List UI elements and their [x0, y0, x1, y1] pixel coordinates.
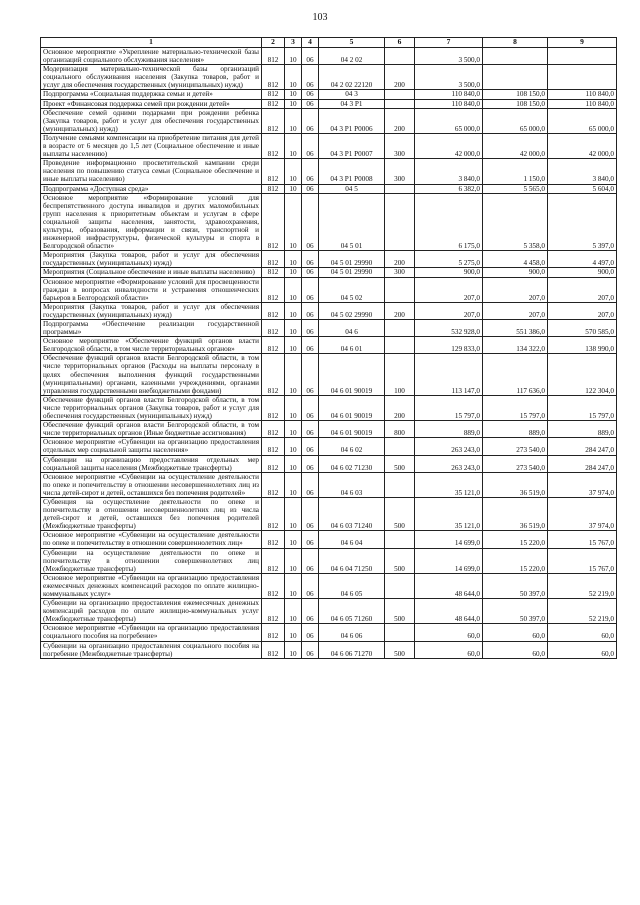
row-amount-2: 207,0 [483, 302, 548, 319]
row-amount-3: 110 840,0 [548, 99, 617, 108]
row-amount-1: 113 147,0 [415, 354, 483, 395]
row-amount-3: 37 974,0 [548, 497, 617, 530]
row-subsection: 06 [302, 302, 319, 319]
row-subsection: 06 [302, 251, 319, 268]
row-subsection: 06 [302, 159, 319, 184]
row-name: Подпрограмма «Обеспечение реализации государственной программы» [41, 320, 262, 337]
row-amount-1: 110 840,0 [415, 90, 483, 99]
row-ministry-code: 812 [262, 108, 285, 133]
row-amount-1: 3 500,0 [415, 65, 483, 90]
row-amount-3: 570 585,0 [548, 320, 617, 337]
row-expense-type: 500 [385, 455, 415, 472]
row-name: Основное мероприятие «Субвенции на осуществление деятельности по опеке и попечительству в отношении несовершеннолетних лиц из числа детей-сирот и детей, оставшихся без попечения родителей» [41, 472, 262, 497]
row-subsection: 06 [302, 641, 319, 658]
row-subsection: 06 [302, 99, 319, 108]
row-subsection: 06 [302, 277, 319, 302]
row-amount-3: 60,0 [548, 641, 617, 658]
row-name: Мероприятия (Закупка товаров, работ и услуг для обеспечения государственных (муниципальных) нужд) [41, 302, 262, 319]
row-expense-type [385, 90, 415, 99]
row-amount-2: 65 000,0 [483, 108, 548, 133]
row-name: Проект «Финансовая поддержка семей при рождении детей» [41, 99, 262, 108]
row-expense-type: 200 [385, 108, 415, 133]
row-ministry-code: 812 [262, 421, 285, 438]
row-target-article: 04 6 01 90019 [319, 421, 385, 438]
row-expense-type [385, 277, 415, 302]
table-row [41, 193, 617, 251]
row-expense-type: 500 [385, 497, 415, 530]
row-expense-type: 800 [385, 421, 415, 438]
row-amount-1: 900,0 [415, 268, 483, 277]
table-row [41, 90, 617, 99]
row-subsection: 06 [302, 455, 319, 472]
row-amount-1: 263 243,0 [415, 438, 483, 455]
row-ministry-code: 812 [262, 354, 285, 395]
row-ministry-code: 812 [262, 531, 285, 548]
row-ministry-code: 812 [262, 455, 285, 472]
row-name: Основное мероприятие «Субвенции на осуществление деятельности по опеке и попечительству в отношении совершеннолетних лиц» [41, 531, 262, 548]
row-target-article: 04 5 01 29990 [319, 268, 385, 277]
row-amount-3: 138 990,0 [548, 337, 617, 354]
row-ministry-code: 812 [262, 251, 285, 268]
row-ministry-code: 812 [262, 472, 285, 497]
row-amount-3: 15 767,0 [548, 548, 617, 573]
row-target-article: 04 6 03 [319, 472, 385, 497]
table-row [41, 354, 617, 395]
table-row [41, 497, 617, 530]
row-target-article: 04 3 P1 P0006 [319, 108, 385, 133]
table-row [41, 251, 617, 268]
row-amount-2: 50 397,0 [483, 573, 548, 598]
row-section: 10 [285, 48, 302, 65]
row-section: 10 [285, 99, 302, 108]
row-name: Проведение информационно просветительской кампании среди населения по повышению статуса семьи (Социальное обеспечение и иные выплаты населению) [41, 159, 262, 184]
col-header-2: 2 [262, 38, 285, 48]
header-row [41, 38, 617, 48]
row-amount-3: 110 840,0 [548, 90, 617, 99]
table-header [41, 38, 617, 48]
table-row [41, 159, 617, 184]
row-section: 10 [285, 90, 302, 99]
row-amount-3: 5 397,0 [548, 193, 617, 251]
row-amount-1: 129 833,0 [415, 337, 483, 354]
row-expense-type [385, 531, 415, 548]
row-expense-type [385, 337, 415, 354]
col-header-4: 4 [302, 38, 319, 48]
row-amount-1: 65 000,0 [415, 108, 483, 133]
row-amount-1: 3 500,0 [415, 48, 483, 65]
row-section: 10 [285, 159, 302, 184]
row-amount-1: 889,0 [415, 421, 483, 438]
row-expense-type: 200 [385, 302, 415, 319]
col-header-8: 8 [483, 38, 548, 48]
row-amount-1: 532 928,0 [415, 320, 483, 337]
row-section: 10 [285, 277, 302, 302]
row-ministry-code: 812 [262, 193, 285, 251]
row-ministry-code: 812 [262, 65, 285, 90]
row-amount-3: 60,0 [548, 624, 617, 641]
row-amount-2: 5 358,0 [483, 193, 548, 251]
row-amount-1: 6 175,0 [415, 193, 483, 251]
row-expense-type [385, 472, 415, 497]
row-target-article: 04 6 02 71230 [319, 455, 385, 472]
row-name: Основное мероприятие «Укрепление материально-технической базы организаций социального обслуживания населения» [41, 48, 262, 65]
row-section: 10 [285, 395, 302, 420]
row-amount-2: 50 397,0 [483, 599, 548, 624]
row-subsection: 06 [302, 354, 319, 395]
col-header-9: 9 [548, 38, 617, 48]
row-amount-2: 5 565,0 [483, 184, 548, 193]
table-row [41, 455, 617, 472]
row-name: Субвенции на осуществление деятельности по опеке и попечительству в отношении совершеннолетних лиц (Межбюджетные трансферты) [41, 548, 262, 573]
row-section: 10 [285, 531, 302, 548]
table-row [41, 531, 617, 548]
row-expense-type [385, 438, 415, 455]
row-amount-3: 52 219,0 [548, 573, 617, 598]
row-subsection: 06 [302, 599, 319, 624]
table-row [41, 133, 617, 158]
table-row [41, 573, 617, 598]
row-amount-3: 65 000,0 [548, 108, 617, 133]
row-target-article: 04 3 P1 [319, 99, 385, 108]
row-name: Субвенции на организацию предоставления социального пособия на погребение (Межбюджетные трансферты) [41, 641, 262, 658]
row-amount-2: 36 519,0 [483, 472, 548, 497]
row-ministry-code: 812 [262, 395, 285, 420]
row-section: 10 [285, 65, 302, 90]
table-row [41, 438, 617, 455]
row-target-article: 04 6 03 71240 [319, 497, 385, 530]
row-subsection: 06 [302, 573, 319, 598]
row-ministry-code: 812 [262, 302, 285, 319]
table-row [41, 184, 617, 193]
row-name: Основное мероприятие «Формирование условий для беспрепятственного доступа инвалидов и других маломобильных групп населения к приоритетным объектам и услугам в сфере социальной защиты населения, занятости, здравоохранения, культуры, образования, информации и связи, транспортной и инженерной инфраструктуры, физической культуры и спорта в Белгородской области» [41, 193, 262, 251]
row-subsection: 06 [302, 438, 319, 455]
row-subsection: 06 [302, 193, 319, 251]
row-amount-3: 3 840,0 [548, 159, 617, 184]
row-subsection: 06 [302, 108, 319, 133]
row-amount-3: 207,0 [548, 277, 617, 302]
col-header-6: 6 [385, 38, 415, 48]
row-amount-3: 207,0 [548, 302, 617, 319]
row-amount-2: 889,0 [483, 421, 548, 438]
row-ministry-code: 812 [262, 320, 285, 337]
row-target-article: 04 6 [319, 320, 385, 337]
row-expense-type [385, 624, 415, 641]
row-subsection: 06 [302, 320, 319, 337]
row-expense-type: 300 [385, 268, 415, 277]
row-amount-2: 60,0 [483, 624, 548, 641]
row-ministry-code: 812 [262, 337, 285, 354]
table-row [41, 48, 617, 65]
table-row [41, 320, 617, 337]
row-amount-1: 48 644,0 [415, 599, 483, 624]
row-name: Обеспечение функций органов власти Белгородской области, в том числе территориальных органов (Закупка товаров, работ и услуг для обеспечения государственных (муниципальных) нужд) [41, 395, 262, 420]
row-subsection: 06 [302, 184, 319, 193]
row-section: 10 [285, 573, 302, 598]
row-name: Мероприятия (Социальное обеспечение и иные выплаты населению) [41, 268, 262, 277]
row-target-article: 04 5 [319, 184, 385, 193]
row-section: 10 [285, 599, 302, 624]
row-section: 10 [285, 472, 302, 497]
table-row [41, 624, 617, 641]
row-amount-2: 273 540,0 [483, 438, 548, 455]
row-amount-2: 108 150,0 [483, 90, 548, 99]
row-target-article: 04 2 02 22120 [319, 65, 385, 90]
row-subsection: 06 [302, 624, 319, 641]
row-amount-2: 4 458,0 [483, 251, 548, 268]
row-amount-2: 551 386,0 [483, 320, 548, 337]
row-target-article: 04 5 02 [319, 277, 385, 302]
row-expense-type: 500 [385, 641, 415, 658]
row-amount-1: 5 275,0 [415, 251, 483, 268]
row-ministry-code: 812 [262, 624, 285, 641]
row-amount-2: 42 000,0 [483, 133, 548, 158]
row-target-article: 04 6 01 90019 [319, 395, 385, 420]
row-target-article: 04 5 01 [319, 193, 385, 251]
row-name: Основное мероприятие «Субвенции на организацию предоставления социального пособия на погребение» [41, 624, 262, 641]
row-target-article: 04 3 [319, 90, 385, 99]
row-amount-3 [548, 48, 617, 65]
row-amount-1: 263 243,0 [415, 455, 483, 472]
row-target-article: 04 3 P1 P0007 [319, 133, 385, 158]
row-expense-type: 300 [385, 133, 415, 158]
row-target-article: 04 6 05 71260 [319, 599, 385, 624]
row-ministry-code: 812 [262, 184, 285, 193]
row-amount-3: 4 497,0 [548, 251, 617, 268]
row-section: 10 [285, 302, 302, 319]
row-ministry-code: 812 [262, 159, 285, 184]
row-section: 10 [285, 251, 302, 268]
row-amount-1: 35 121,0 [415, 497, 483, 530]
table-row [41, 548, 617, 573]
row-amount-1: 14 699,0 [415, 548, 483, 573]
row-name: Основное мероприятие «Субвенции на организацию предоставления отдельных мер социальной защиты населения» [41, 438, 262, 455]
row-ministry-code: 812 [262, 99, 285, 108]
row-target-article: 04 5 01 29990 [319, 251, 385, 268]
row-section: 10 [285, 108, 302, 133]
row-section: 10 [285, 320, 302, 337]
row-amount-2 [483, 65, 548, 90]
row-expense-type [385, 48, 415, 65]
row-target-article: 04 6 02 [319, 438, 385, 455]
row-amount-1: 35 121,0 [415, 472, 483, 497]
row-name: Основное мероприятие «Субвенции на организацию предоставления ежемесячных денежных компенсаций расходов по оплате жилищно-коммунальных услуг» [41, 573, 262, 598]
row-section: 10 [285, 354, 302, 395]
row-amount-1: 60,0 [415, 624, 483, 641]
row-name: Основное мероприятие «Формирование условий для просвещенности граждан в вопросах инвалидности и устранения отношенческих барьеров в Белгородской области» [41, 277, 262, 302]
row-section: 10 [285, 455, 302, 472]
row-amount-2 [483, 48, 548, 65]
row-amount-1: 48 644,0 [415, 573, 483, 598]
row-target-article: 04 6 04 [319, 531, 385, 548]
row-name: Субвенции на организацию предоставления отдельных мер социальной защиты населения (Межбюджетные трансферты) [41, 455, 262, 472]
row-amount-1: 207,0 [415, 277, 483, 302]
row-name: Субвенция на осуществление деятельности по опеке и попечительству в отношении несовершеннолетних лиц из числа детей-сирот и детей, оставшихся без попечения родителей (Межбюджетные трансферты) [41, 497, 262, 530]
row-amount-1: 6 382,0 [415, 184, 483, 193]
row-section: 10 [285, 133, 302, 158]
row-subsection: 06 [302, 548, 319, 573]
page-number: 103 [312, 12, 328, 23]
row-amount-3: 5 604,0 [548, 184, 617, 193]
row-target-article: 04 6 01 90019 [319, 354, 385, 395]
table-row [41, 395, 617, 420]
row-name: Обеспечение семей одними подарками при рождении ребенка (Закупка товаров, работ и услуг для обеспечения государственных (муниципальных) нужд) [41, 108, 262, 133]
table-row [41, 268, 617, 277]
row-expense-type [385, 320, 415, 337]
row-amount-3 [548, 65, 617, 90]
row-section: 10 [285, 193, 302, 251]
row-amount-2: 36 519,0 [483, 497, 548, 530]
row-ministry-code: 812 [262, 268, 285, 277]
row-amount-3: 42 000,0 [548, 133, 617, 158]
row-subsection: 06 [302, 133, 319, 158]
row-amount-2: 134 322,0 [483, 337, 548, 354]
row-amount-1: 110 840,0 [415, 99, 483, 108]
row-expense-type [385, 184, 415, 193]
row-amount-3: 900,0 [548, 268, 617, 277]
row-section: 10 [285, 184, 302, 193]
row-subsection: 06 [302, 268, 319, 277]
row-name: Модернизация материально-технической базы организаций социального обслуживания населения (Закупка товаров, работ и услуг для обеспечения государственных (муниципальных) нужд) [41, 65, 262, 90]
row-subsection: 06 [302, 421, 319, 438]
row-section: 10 [285, 548, 302, 573]
row-amount-2: 273 540,0 [483, 455, 548, 472]
col-header-5: 5 [319, 38, 385, 48]
row-amount-2: 15 220,0 [483, 548, 548, 573]
row-ministry-code: 812 [262, 599, 285, 624]
row-target-article: 04 6 01 [319, 337, 385, 354]
row-amount-2: 207,0 [483, 277, 548, 302]
row-amount-2: 15 220,0 [483, 531, 548, 548]
row-subsection: 06 [302, 65, 319, 90]
row-subsection: 06 [302, 90, 319, 99]
row-amount-1: 60,0 [415, 641, 483, 658]
col-header-3: 3 [285, 38, 302, 48]
row-name: Подпрограмма «Доступная среда» [41, 184, 262, 193]
row-amount-3: 52 219,0 [548, 599, 617, 624]
row-amount-1: 42 000,0 [415, 133, 483, 158]
table-row [41, 599, 617, 624]
row-expense-type [385, 99, 415, 108]
row-section: 10 [285, 641, 302, 658]
row-name: Обеспечение функций органов власти Белгородской области, в том числе территориальных органов (Иные бюджетные ассигнования) [41, 421, 262, 438]
row-ministry-code: 812 [262, 48, 285, 65]
row-expense-type: 300 [385, 159, 415, 184]
row-amount-1: 14 699,0 [415, 531, 483, 548]
table-row [41, 99, 617, 108]
row-amount-1: 3 840,0 [415, 159, 483, 184]
table-row [41, 65, 617, 90]
row-amount-2: 1 150,0 [483, 159, 548, 184]
row-name: Мероприятия (Закупка товаров, работ и услуг для обеспечения государственных (муниципальных) нужд) [41, 251, 262, 268]
row-amount-3: 284 247,0 [548, 455, 617, 472]
row-expense-type: 200 [385, 65, 415, 90]
table-row [41, 277, 617, 302]
row-target-article: 04 6 04 71250 [319, 548, 385, 573]
row-subsection: 06 [302, 337, 319, 354]
row-target-article: 04 5 02 29990 [319, 302, 385, 319]
row-subsection: 06 [302, 48, 319, 65]
row-name: Получение семьями компенсации на приобретение питания для детей в возрасте от 6 месяцев до 1,5 лет (Социальное обеспечение и иные выплаты населению) [41, 133, 262, 158]
row-ministry-code: 812 [262, 641, 285, 658]
row-amount-2: 108 150,0 [483, 99, 548, 108]
row-amount-3: 37 974,0 [548, 472, 617, 497]
row-subsection: 06 [302, 497, 319, 530]
table-row [41, 302, 617, 319]
row-expense-type [385, 573, 415, 598]
row-amount-3: 15 767,0 [548, 531, 617, 548]
row-name: Основное мероприятие «Обеспечение функций органов власти Белгородской области, в том числе территориальных органов» [41, 337, 262, 354]
row-name: Субвенции на организацию предоставления ежемесячных денежных компенсаций расходов по оплате жилищно-коммунальных услуг (Межбюджетные трансферты) [41, 599, 262, 624]
row-section: 10 [285, 497, 302, 530]
row-amount-2: 60,0 [483, 641, 548, 658]
row-ministry-code: 812 [262, 90, 285, 99]
row-amount-1: 15 797,0 [415, 395, 483, 420]
row-expense-type: 200 [385, 251, 415, 268]
row-amount-3: 889,0 [548, 421, 617, 438]
table-row [41, 421, 617, 438]
row-amount-2: 900,0 [483, 268, 548, 277]
row-target-article: 04 3 P1 P0008 [319, 159, 385, 184]
row-section: 10 [285, 268, 302, 277]
row-expense-type: 100 [385, 354, 415, 395]
table-row [41, 641, 617, 658]
row-ministry-code: 812 [262, 548, 285, 573]
row-amount-1: 207,0 [415, 302, 483, 319]
row-target-article: 04 6 06 71270 [319, 641, 385, 658]
row-target-article: 04 6 05 [319, 573, 385, 598]
table-row [41, 108, 617, 133]
budget-table [40, 37, 617, 659]
row-expense-type [385, 193, 415, 251]
row-section: 10 [285, 421, 302, 438]
row-section: 10 [285, 624, 302, 641]
row-ministry-code: 812 [262, 438, 285, 455]
row-subsection: 06 [302, 531, 319, 548]
row-amount-2: 15 797,0 [483, 395, 548, 420]
row-target-article: 04 6 06 [319, 624, 385, 641]
row-amount-3: 122 304,0 [548, 354, 617, 395]
row-amount-2: 117 636,0 [483, 354, 548, 395]
row-ministry-code: 812 [262, 133, 285, 158]
row-expense-type: 500 [385, 548, 415, 573]
row-name: Подпрограмма «Социальная поддержка семьи и детей» [41, 90, 262, 99]
row-ministry-code: 812 [262, 497, 285, 530]
row-subsection: 06 [302, 395, 319, 420]
table-body [41, 48, 617, 659]
table-row [41, 337, 617, 354]
row-name: Обеспечение функций органов власти Белгородской области, в том числе территориальных органов (Расходы на выплаты персоналу в целях обеспечения выполнения функций государственными (муниципальными) органами, казенными учреждениями, органами управления государственными внебюджетными фондами) [41, 354, 262, 395]
row-ministry-code: 812 [262, 573, 285, 598]
row-amount-3: 284 247,0 [548, 438, 617, 455]
col-header-7: 7 [415, 38, 483, 48]
table-row [41, 472, 617, 497]
row-target-article: 04 2 02 [319, 48, 385, 65]
row-expense-type: 200 [385, 395, 415, 420]
row-subsection: 06 [302, 472, 319, 497]
row-section: 10 [285, 438, 302, 455]
row-expense-type: 500 [385, 599, 415, 624]
row-amount-3: 15 797,0 [548, 395, 617, 420]
col-header-1: 1 [41, 38, 262, 48]
row-ministry-code: 812 [262, 277, 285, 302]
row-section: 10 [285, 337, 302, 354]
